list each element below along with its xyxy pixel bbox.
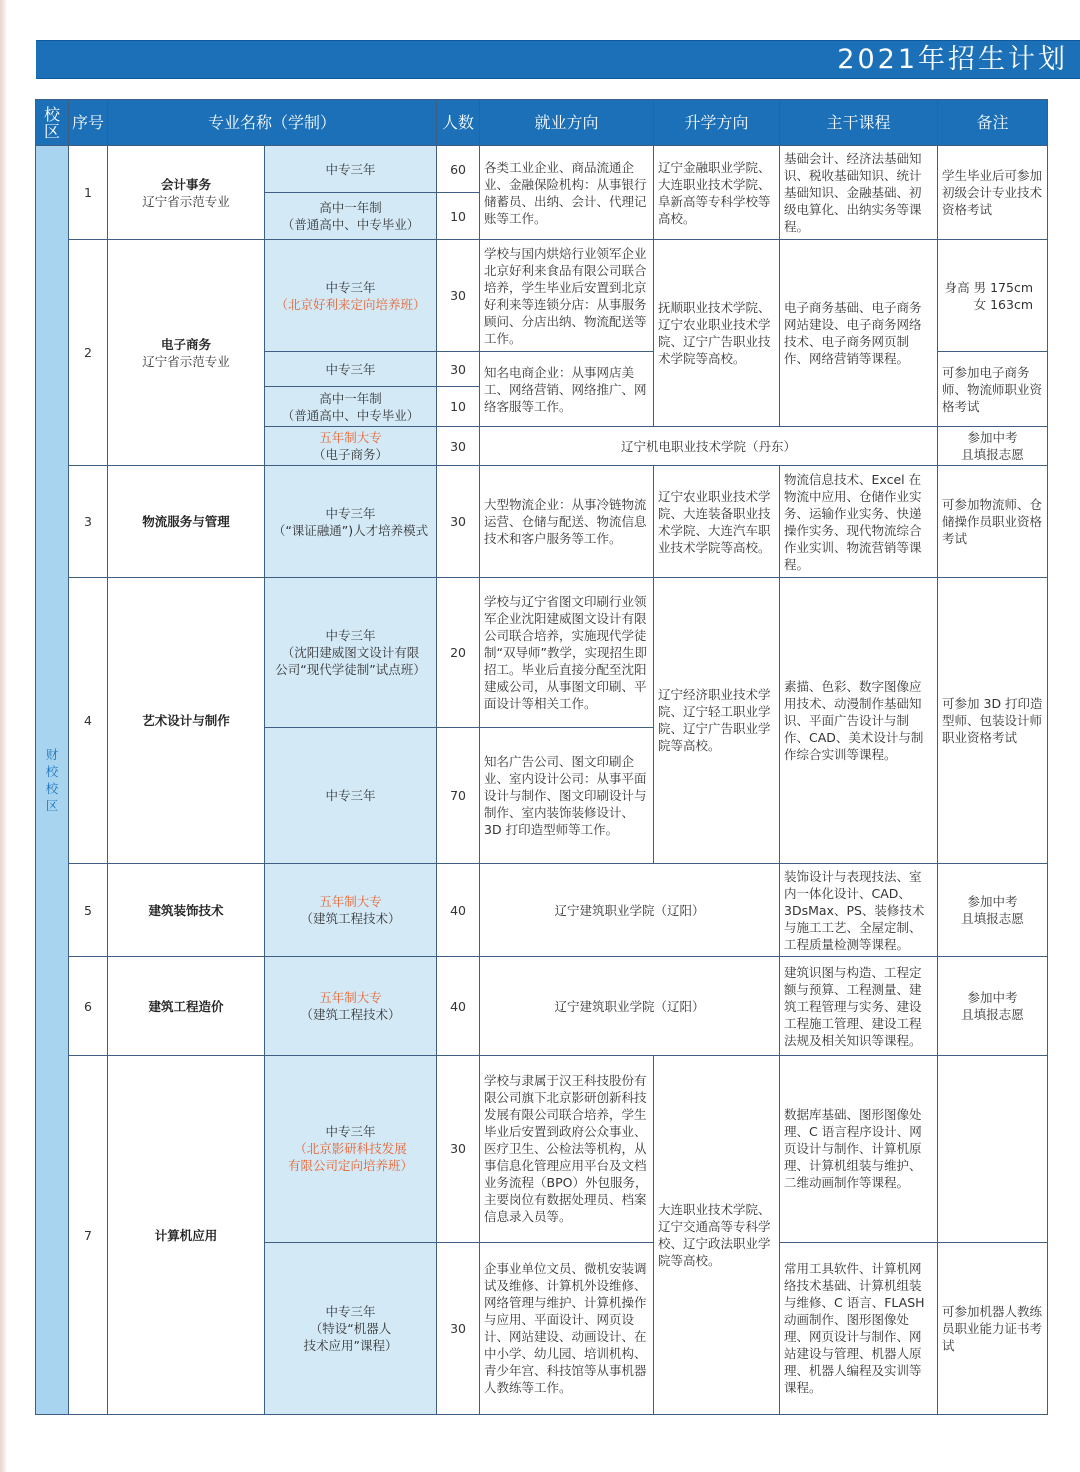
enrollment-count: 10 — [437, 193, 480, 240]
notes: 参加中考 且填报志愿 — [938, 864, 1048, 957]
program-type: 高中一年制 （普通高中、中专毕业） — [265, 193, 437, 240]
enrollment-count: 60 — [437, 146, 480, 193]
major-name-cell — [108, 577, 265, 863]
main-courses: 电子商务基础、电子商务网站建设、电子商务网络技术、电子商务网页制作、网络营销等课程。 — [780, 240, 938, 427]
major-seq: 6 — [69, 957, 108, 1056]
employment-direction: 各类工业企业、商品流通企业、金融保险机构：从事银行储蓄员、出纳、会计、代理记账等工作。 — [480, 146, 654, 240]
major-name-cell — [108, 957, 265, 1056]
main-courses: 常用工具软件、计算机网络技术基础、计算机组装与维修、C 语言、FLASH 动画制作、图形图像处理、网页设计与制作、网站建设与管理、机器人原理、机器人编程及实训等课程。 — [780, 1242, 938, 1414]
major-seq: 3 — [69, 466, 108, 577]
program-type: 中专三年 — [265, 727, 437, 863]
major-name: 建筑装饰技术 — [148, 902, 224, 918]
further-study: 辽宁金融职业学院、大连职业技术学院、阜新高等专科学校等高校。 — [654, 146, 780, 240]
college-name: 辽宁建筑职业学院（辽阳） — [480, 957, 780, 1056]
employment-direction: 知名广告公司、图文印刷企业、室内设计公司：从事平面设计与制作、图文印刷设计与制作、室内装饰装修设计、3D 打印造型师等工作。 — [480, 727, 654, 863]
major-seq: 7 — [69, 1056, 108, 1415]
major-seq: 2 — [69, 240, 108, 466]
major-subtitle: 辽宁省示范专业 — [142, 353, 230, 369]
employment-direction: 学校与辽宁省图文印刷行业领军企业沈阳建威图文设计有限公司联合培养，实施现代学徒制“双导师”教学，实现招生即招工。毕业后直接分配至沈阳建威公司，从事图文印刷、平面设计等相关工作。 — [480, 577, 654, 727]
college-name: 辽宁机电职业技术学院（丹东） — [480, 427, 938, 466]
col-header-employment: 就业方向 — [480, 100, 654, 146]
enrollment-count: 30 — [437, 427, 480, 466]
enrollment-count: 30 — [437, 466, 480, 577]
col-header-campus: 校区 — [36, 100, 69, 146]
notes: 参加中考 且填报志愿 — [938, 427, 1048, 466]
enrollment-count: 10 — [437, 387, 480, 427]
notes: 身高 男 175cm 女 163cm — [938, 240, 1048, 352]
major-name-cell — [108, 1056, 265, 1415]
col-header-count: 人数 — [437, 100, 480, 146]
program-type: 五年制大专 （建筑工程技术） — [265, 957, 437, 1056]
college-name: 辽宁建筑职业学院（辽阳） — [480, 864, 780, 957]
major-seq: 4 — [69, 577, 108, 863]
major-name: 物流服务与管理 — [142, 514, 230, 530]
program-type: 中专三年 （北京影研科技发展 有限公司定向培养班） — [265, 1056, 437, 1242]
major-name-cell — [108, 146, 265, 240]
program-type: 五年制大专 （电子商务） — [265, 427, 437, 466]
notes: 可参加物流师、仓储操作员职业资格考试 — [938, 466, 1048, 577]
table-row — [36, 957, 1048, 1056]
employment-direction: 企事业单位文员、微机安装调试及维修、计算机外设维修、网络管理与维护、计算机操作与应用、平面设计、网页设计、网站建设、动画设计、在中小学、幼儿园、培训机构、青少年宫、科技馆等从事机器人教练等工作。 — [480, 1242, 654, 1414]
header-row — [36, 100, 1048, 146]
notes: 可参加机器人教练员职业能力证书考试 — [938, 1242, 1048, 1414]
col-header-major: 专业名称（学制） — [108, 100, 437, 146]
col-header-further-study: 升学方向 — [654, 100, 780, 146]
major-seq: 1 — [69, 146, 108, 240]
major-name: 艺术设计与制作 — [142, 712, 230, 728]
further-study: 大连职业技术学院、辽宁交通高等专科学校、辽宁政法职业学院等高校。 — [654, 1056, 780, 1415]
program-type: 中专三年 （“课证融通”)人才培养模式 — [265, 466, 437, 577]
table-row — [36, 240, 1048, 352]
enrollment-count: 40 — [437, 957, 480, 1056]
page-title: 2021年招生计划 — [837, 44, 1068, 75]
notes: 参加中考 且填报志愿 — [938, 957, 1048, 1056]
major-name: 电子商务 — [160, 336, 211, 352]
major-name-cell — [108, 240, 265, 466]
major-seq: 5 — [69, 864, 108, 957]
program-type: 中专三年 — [265, 352, 437, 387]
program-type: 中专三年 （沈阳建威图文设计有限 公司“现代学徒制”试点班） — [265, 577, 437, 727]
employment-direction: 学校与隶属于汉王科技股份有限公司旗下北京影研创新科技发展有限公司联合培养，学生毕业后安置到政府公众事业、医疗卫生、公检法等机构，从事信息化管理应用平台及文档业务流程（BPO）外包服务，主要岗位有数据处理员、档案信息录入员等。 — [480, 1056, 654, 1242]
table-row — [36, 466, 1048, 577]
employment-direction: 大型物流企业：从事冷链物流运营、仓储与配送、物流信息技术和客户服务等工作。 — [480, 466, 654, 577]
main-courses: 建筑识图与构造、工程定额与预算、工程测量、建筑工程管理与实务、建设工程施工管理、建设工程法规及相关知识等课程。 — [780, 957, 938, 1056]
major-name: 会计事务 — [160, 176, 211, 192]
notes: 可参加电子商务师、物流师职业资格考试 — [938, 352, 1048, 427]
enrollment-count: 30 — [437, 240, 480, 352]
page-edge-strip — [0, 0, 7, 1472]
program-type: 高中一年制 （普通高中、中专毕业） — [265, 387, 437, 427]
employment-direction: 学校与国内烘焙行业领军企业北京好利来食品有限公司联合培养，学生毕业后安置到北京好利来等连锁分店：从事服务顾问、分店出纳、物流配送等工作。 — [480, 240, 654, 352]
main-courses: 素描、色彩、数字图像应用技术、动漫制作基础知识、平面广告设计与制作、CAD、美术设计与制作综合实训等课程。 — [780, 577, 938, 863]
enrollment-plan-table — [35, 99, 1048, 1415]
table-row — [36, 1056, 1048, 1242]
col-header-seq: 序号 — [69, 100, 108, 146]
notes: 学生毕业后可参加初级会计专业技术资格考试 — [938, 146, 1048, 240]
enrollment-count: 30 — [437, 1056, 480, 1242]
major-name: 建筑工程造价 — [148, 998, 224, 1014]
major-name-cell — [108, 864, 265, 957]
table-row — [36, 577, 1048, 727]
main-courses: 数据库基础、图形图像处理、C 语言程序设计、网页设计与制作、计算机原理、计算机组装与维护、二维动画制作等课程。 — [780, 1056, 938, 1242]
major-subtitle: 辽宁省示范专业 — [142, 193, 230, 209]
further-study: 辽宁农业职业技术学院、大连装备职业技术学院、大连汽车职业技术学院等高校。 — [654, 466, 780, 577]
further-study: 抚顺职业技术学院、辽宁农业职业技术学院、辽宁广告职业技术学院等高校。 — [654, 240, 780, 427]
enrollment-count: 20 — [437, 577, 480, 727]
enrollment-count: 70 — [437, 727, 480, 863]
main-courses: 物流信息技术、Excel 在物流中应用、仓储作业实务、运输作业实务、快递操作实务、现代物流综合作业实训、物流营销等课程。 — [780, 466, 938, 577]
notes: 可参加 3D 打印造型师、包装设计师职业资格考试 — [938, 577, 1048, 863]
col-header-notes: 备注 — [938, 100, 1048, 146]
program-type: 五年制大专 （建筑工程技术） — [265, 864, 437, 957]
main-courses: 装饰设计与表现技法、室内一体化设计、CAD、3DsMax、PS、装修技术与施工工艺、全屋定制、工程质量检测等课程。 — [780, 864, 938, 957]
main-courses: 基础会计、经济法基础知识、税收基础知识、统计基础知识、金融基础、初级电算化、出纳实务等课程。 — [780, 146, 938, 240]
table-row — [36, 864, 1048, 957]
program-type: 中专三年 — [265, 146, 437, 193]
program-type: 中专三年 （特设“机器人 技术应用”课程） — [265, 1242, 437, 1414]
program-type: 中专三年 （北京好利来定向培养班） — [265, 240, 437, 352]
table-row — [36, 146, 1048, 193]
campus-cell: 财 校 校 区 — [36, 146, 69, 1415]
notes-empty — [938, 1056, 1048, 1242]
employment-direction: 知名电商企业：从事网店美工、网络营销、网络推广、网络客服等工作。 — [480, 352, 654, 427]
enrollment-count: 30 — [437, 1242, 480, 1414]
enrollment-count: 30 — [437, 352, 480, 387]
major-name: 计算机应用 — [154, 1227, 218, 1243]
title-bar — [36, 40, 1080, 79]
enrollment-count: 40 — [437, 864, 480, 957]
further-study: 辽宁经济职业技术学院、辽宁轻工职业学院、辽宁广告职业学院等高校。 — [654, 577, 780, 863]
col-header-courses: 主干课程 — [780, 100, 938, 146]
major-name-cell — [108, 466, 265, 577]
